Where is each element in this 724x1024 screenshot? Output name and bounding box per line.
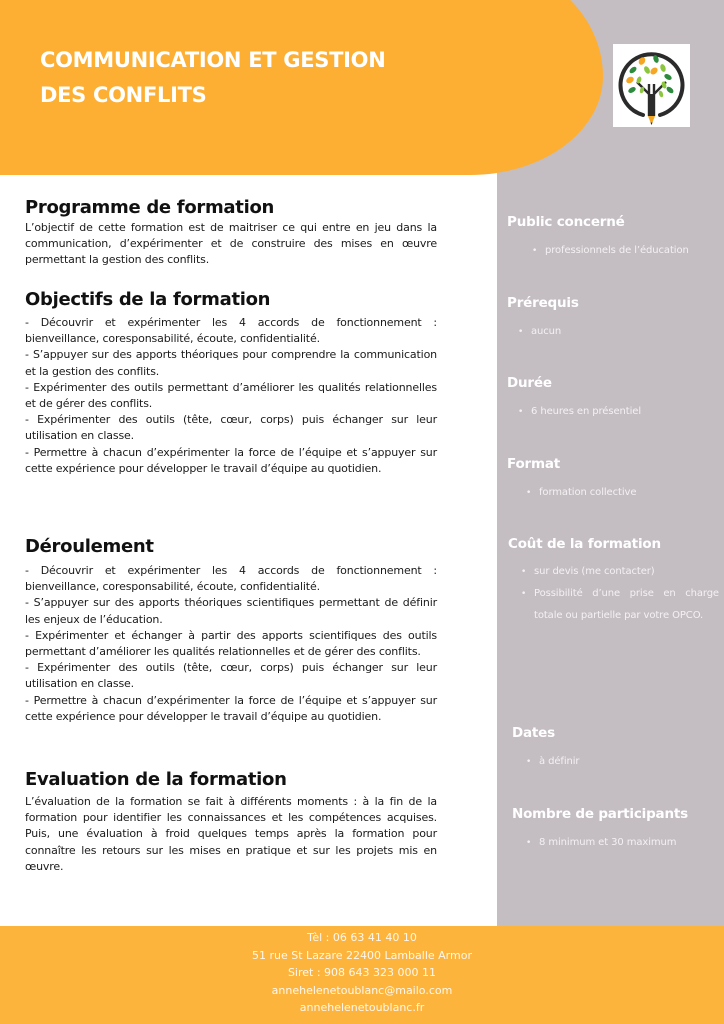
sidebar-dates xyxy=(512,723,717,773)
section-programme xyxy=(25,196,437,269)
footer-phone: Tèl : 06 63 41 40 10 xyxy=(307,931,417,944)
evaluation-heading: Evaluation de la formation xyxy=(25,769,287,790)
section-evaluation xyxy=(25,768,437,875)
sidebar-cout xyxy=(508,534,719,627)
footer-email-link[interactable]: annehelenetoublanc@mailo.com xyxy=(271,983,453,997)
sidebar-duree xyxy=(507,373,712,423)
sidebar-format xyxy=(507,454,712,504)
objectifs-item: - Expérimenter des outils (tête, cœur, corps) puis échanger sur leur utilisation en classe. xyxy=(25,413,437,443)
section-deroulement xyxy=(25,535,437,725)
participants-heading: Nombre de participants xyxy=(512,806,688,822)
title-line-1: COMMUNICATION ET GESTION xyxy=(40,48,386,72)
programme-text: L’objectif de cette formation est de maitriser ce qui entre en jeu dans la communication, d’expérimenter et de construire des mises en œuvre permettant la gestion des conflits. xyxy=(25,221,437,267)
deroulement-heading: Déroulement xyxy=(25,536,154,557)
title-line-2: DES CONFLITS xyxy=(40,83,207,107)
cout-list xyxy=(508,561,719,627)
format-heading: Format xyxy=(507,456,561,472)
duree-item: • 6 heures en présentiel xyxy=(531,401,712,423)
cout-heading: Coût de la formation xyxy=(508,536,661,552)
footer xyxy=(0,926,724,1024)
evaluation-text: L’évaluation de la formation se fait à différents moments : à la fin de la formation pour identifier les connaissances et les compétences acquises. Puis, une évaluation à froid quelques temps après la formation pour connaître les retours sur les mises en pratique et sur les projets mis en œuvre. xyxy=(25,795,437,873)
participants-item: • 8 minimum et 30 maximum xyxy=(539,832,717,854)
public-item: • professionnels de l’éducation xyxy=(545,240,712,262)
footer-address: 51 rue St Lazare 22400 Lamballe Armor xyxy=(252,948,472,962)
objectifs-item: - Découvrir et expérimenter les 4 accords de fonctionnement : bienveillance, coresponsabilité, écoute, confidentialité. xyxy=(25,316,437,346)
footer-siret: Siret : 908 643 323 000 11 xyxy=(287,966,437,980)
prerequis-item: • aucun xyxy=(531,321,712,343)
dates-item: • à définir xyxy=(539,751,717,773)
deroulement-item: - Permettre à chacun d’expérimenter la force de l’équipe et s’appuyer sur cette expérience pour développer le travail d’équipe au quotidien. xyxy=(25,693,437,723)
deroulement-item: - Découvrir et expérimenter les 4 accords de fonctionnement : bienveillance, coresponsabilité, écoute, confidentialité. xyxy=(25,564,437,594)
cout-item: • Possibilité d’une prise en charge totale ou partielle par votre OPCO. xyxy=(534,583,719,627)
dates-list xyxy=(512,751,717,773)
prerequis-heading: Prérequis xyxy=(507,295,579,311)
footer-website-link[interactable]: annehelenetoublanc.fr xyxy=(299,1001,425,1015)
duree-heading: Durée xyxy=(507,375,552,391)
sidebar xyxy=(497,0,724,926)
page-title xyxy=(40,43,385,113)
sidebar-participants xyxy=(512,804,717,854)
programme-heading: Programme de formation xyxy=(25,197,275,218)
section-objectifs xyxy=(25,288,437,477)
format-list xyxy=(507,482,712,504)
sidebar-prerequis xyxy=(507,293,712,343)
objectifs-item: - Expérimenter des outils permettant d’améliorer les qualités relationnelles et de gérer des conflits. xyxy=(25,380,437,411)
format-item: • formation collective xyxy=(539,482,712,504)
prerequis-list xyxy=(507,321,712,343)
public-list xyxy=(507,240,712,262)
dates-heading: Dates xyxy=(512,725,555,741)
deroulement-item: - Expérimenter et échanger à partir des apports scientifiques des outils permettant d’améliorer les qualités relationnelles et de gérer des conflits. xyxy=(25,628,437,659)
sidebar-public xyxy=(507,212,712,262)
objectifs-item: - Permettre à chacun d’expérimenter la force de l’équipe et s’appuyer sur cette expérience pour développer le travail d’équipe au quotidien. xyxy=(25,445,437,475)
participants-list xyxy=(512,832,717,854)
public-heading: Public concerné xyxy=(507,214,625,230)
objectifs-item: - S’appuyer sur des apports théoriques pour comprendre la communication et la gestion des conflits. xyxy=(25,348,437,378)
objectifs-heading: Objectifs de la formation xyxy=(25,289,271,310)
deroulement-item: - S’appuyer sur des apports théoriques scientifiques permettant de définir les enjeux de l’éducation. xyxy=(25,596,437,626)
cout-item: • sur devis (me contacter) xyxy=(534,561,719,583)
duree-list xyxy=(507,401,712,423)
deroulement-item: - Expérimenter des outils (tête, cœur, corps) puis échanger sur leur utilisation en classe. xyxy=(25,661,437,691)
